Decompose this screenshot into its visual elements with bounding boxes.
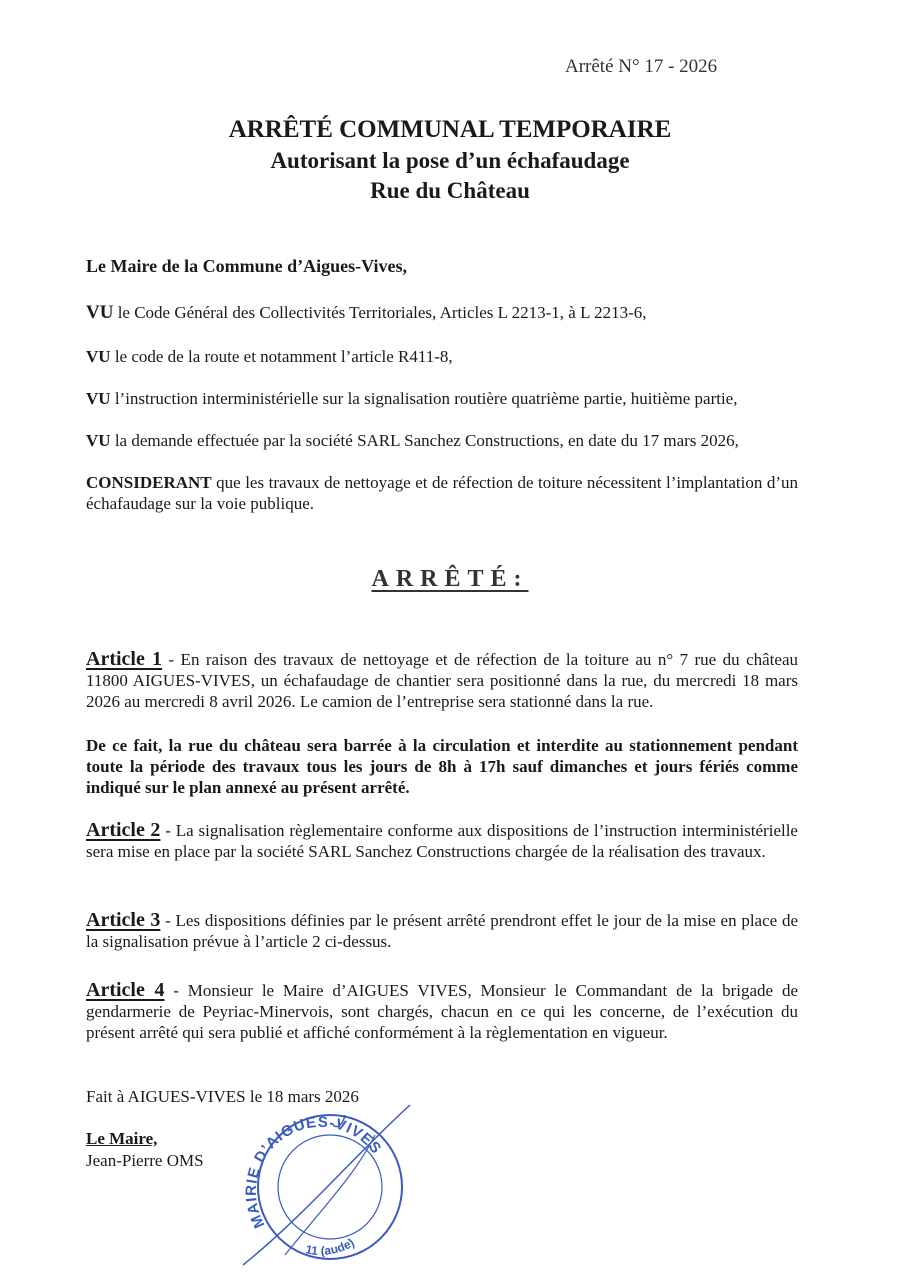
arrete-heading: ARRÊTÉ: xyxy=(371,566,529,592)
article-1-bold-paragraph: De ce fait, la rue du château sera barrée à la circulation et interdite au stationnement pendant toute la période des travaux tous les jours de 8h à 17h sauf dimanches et jours fériés comme indiqué sur le plan annexé au présent arrêté. xyxy=(86,736,798,797)
vu-clause-4 xyxy=(86,430,798,451)
considerant-text: que les travaux de nettoyage et de réfection de toiture nécessitent l’implantation d’un échafaudage sur la voie publique. xyxy=(86,473,798,513)
article-2 xyxy=(86,820,798,862)
vu-text: la demande effectuée par la société SARL Sanchez Constructions, en date du 17 mars 2026, xyxy=(110,431,739,450)
place-and-date: Fait à AIGUES-VIVES le 18 mars 2026 xyxy=(86,1087,359,1106)
article-1 xyxy=(86,649,798,712)
considerant-label: CONSIDERANT xyxy=(86,473,212,492)
subtitle: Autorisant la pose d’un échafaudage xyxy=(270,148,630,173)
arrete-reference: Arrêté N° 17 - 2026 xyxy=(565,56,718,77)
main-title: ARRÊTÉ COMMUNAL TEMPORAIRE xyxy=(228,116,672,143)
article-4-text: - Monsieur le Maire d’AIGUES VIVES, Monsieur le Commandant de la brigade de gendarmerie de Peyriac-Minervois, sont chargés, chacun en ce qui les concerne, de l’exécution du présent arrêté qui sera publié et affiché conformément à la règlementation en vigueur. xyxy=(86,981,798,1042)
article-3-text: - Les dispositions définies par le présent arrêté prendront effet le jour de la mise en place de la signalisation prévue à l’article 2 ci-dessus. xyxy=(86,911,798,951)
vu-clause-3 xyxy=(86,388,798,409)
article-1-label: Article 1 xyxy=(86,648,163,670)
article-4-label: Article 4 xyxy=(86,979,165,1001)
vu-text: le code de la route et notamment l’article R411-8, xyxy=(110,347,453,366)
vu-clause-2 xyxy=(86,346,798,367)
article-2-label: Article 2 xyxy=(86,819,161,841)
article-3 xyxy=(86,910,798,952)
authority-line: Le Maire de la Commune d’Aigues-Vives, xyxy=(86,256,407,276)
article-4 xyxy=(86,980,798,1043)
stamp-text: MAIRIE D’AIGUES-VIVES xyxy=(242,1113,385,1231)
vu-label: VU xyxy=(86,347,111,366)
article-1-text: - En raison des travaux de nettoyage et de réfection de la toiture au n° 7 rue du château 11800 AIGUES-VIVES, un échafaudage de chantier sera positionné dans la rue, du mercredi 18 mars 2026 au mercredi 8 avril 2026. Le camion de l’entreprise sera stationné dans la rue. xyxy=(86,650,798,711)
vu-text: le Code Général des Collectivités Territoriales, Articles L 2213-1, à L 2213-6, xyxy=(113,303,647,322)
vu-clause-1 xyxy=(86,302,798,323)
vu-text: l’instruction interministérielle sur la signalisation routière quatrième partie, huitième partie, xyxy=(110,389,738,408)
signer-name: Jean-Pierre OMS xyxy=(86,1151,204,1170)
subtitle-street: Rue du Château xyxy=(370,178,530,203)
vu-label: VU xyxy=(86,302,114,323)
signer-title: Le Maire, xyxy=(86,1129,158,1148)
vu-label: VU xyxy=(86,431,111,450)
title-block xyxy=(0,113,900,206)
mairie-stamp xyxy=(225,1095,415,1270)
considerant-clause xyxy=(86,472,798,514)
vu-label: VU xyxy=(86,389,111,408)
article-3-label: Article 3 xyxy=(86,909,161,931)
stamp-subtext: 11 (aude) xyxy=(304,1235,357,1258)
article-2-text: - La signalisation règlementaire conforme aux dispositions de l’instruction interministérielle sera mise en place par la société SARL Sanchez Constructions chargée de la réalisation des travaux. xyxy=(86,821,798,861)
